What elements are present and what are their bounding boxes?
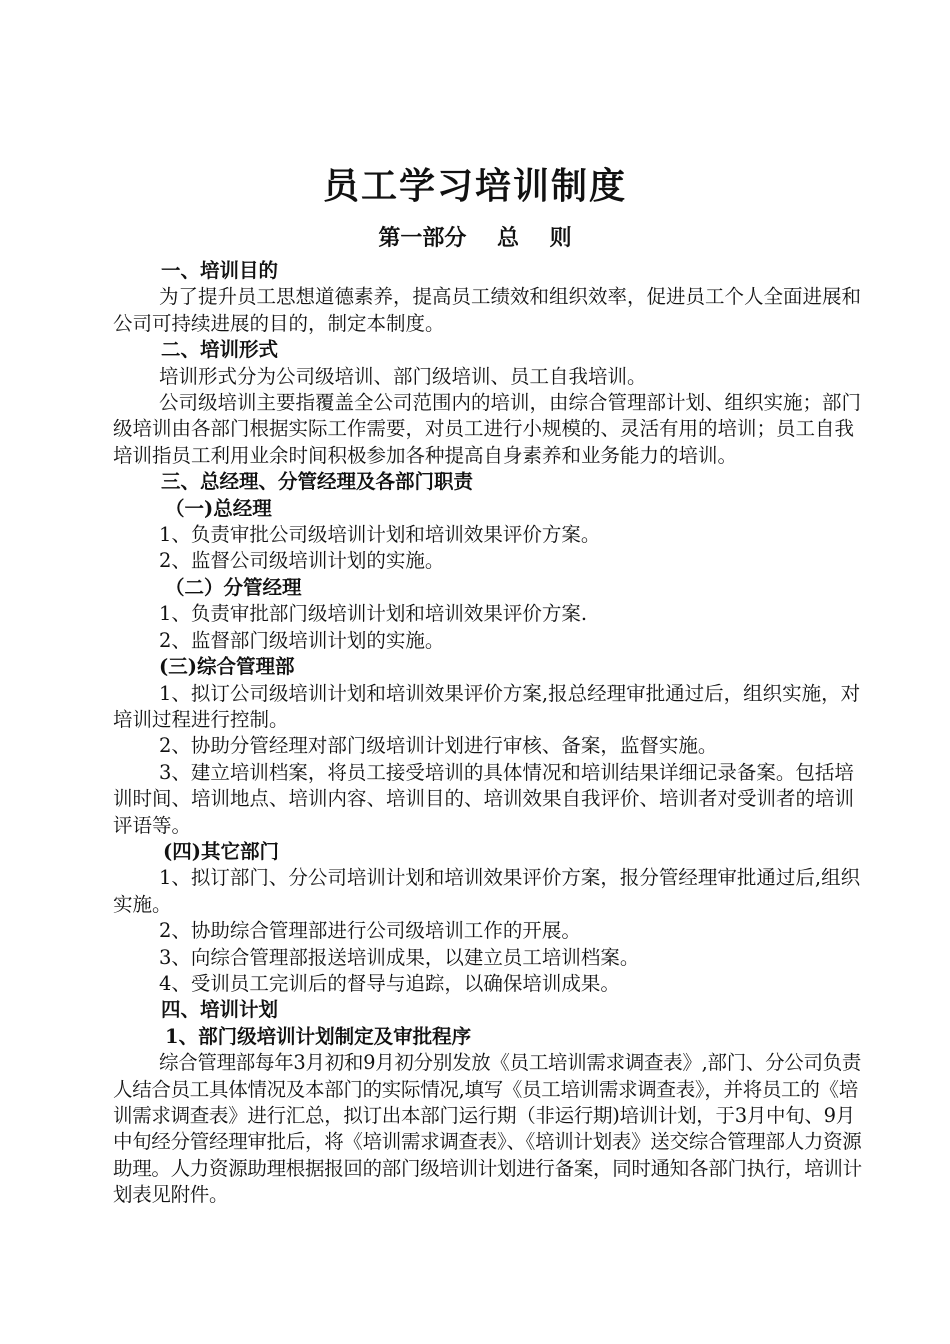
subsection-heading: （二）分管经理 [165,575,302,599]
list-item: 2、协助分管经理对部门级培训计划进行审核、备案，监督实施。 [159,734,718,758]
list-item: 2、监督部门级培训计划的实施。 [159,628,445,652]
list-item: 4、受训员工完训后的督导与追踪，以确保培训成果。 [159,971,620,995]
list-item: 2、协助综合管理部进行公司级培训工作的开展。 [159,919,581,943]
paragraph: 公司级培训主要指覆盖全公司范围内的培训，由综合管理部计划、组织实施；部门级培训由各部门根据实际工作需要，对员工进行小规模的、灵活有用的培训；员工自我培训指员工利用业余时间积极参加各种提高自身素养和业务能力的培训。 [113,391,862,467]
subsection-heading: 1、部门级培训计划制定及审批程序 [165,1024,472,1048]
list-item: 3、向综合管理部报送培训成果，以建立员工培训档案。 [159,945,640,969]
list-item: 2、监督公司级培训计划的实施。 [159,549,445,573]
document-body [113,258,863,1209]
subsection-heading: (四)其它部门 [163,839,279,863]
paragraph: 培训形式分为公司级培训、部门级培训、员工自我培训。 [159,364,647,388]
section-heading: 三、总经理、分管经理及各部门职责 [161,470,474,494]
document-title: 员工学习培训制度 [322,165,627,207]
paragraph: 为了提升员工思想道德素养，提高员工绩效和组织效率，促进员工个人全面进展和公司可持续进展的目的，制定本制度。 [113,285,862,335]
list-item: 1、负责审批部门级培训计划和培训效果评价方案. [159,602,588,626]
subsection-heading: （一)总经理 [165,496,272,520]
section-heading: 二、培训形式 [161,338,279,362]
list-item: 1、拟订公司级培训计划和培训效果评价方案,报总经理审批通过后，组织实施，对培训过程进行控制。 [113,681,861,731]
section-heading: 一、培训目的 [161,259,279,282]
section-heading: 四、培训计划 [161,998,279,1022]
list-item: 1、拟订部门、分公司培训计划和培训效果评价方案，报分管经理审批通过后,组织实施。 [113,866,861,916]
paragraph: 综合管理部每年3月初和9月初分别发放《员工培训需求调查表》,部门、分公司负责人结合员工具体情况及本部门的实际情况,填写《员工培训需求调查表》，并将员工的《培训需求调查表》进行汇总，拟订出本部门运行期（非运行期)培训计划，于3月中旬、9月中旬经分管经理审批后，将《培训需求调查表》、《培训计划表》送交综合管理部人力资源助理。人力资源助理根据报回的部门级培训计划进行备案，同时通知各部门执行，培训计划表见附件。 [113,1051,862,1207]
part-title: 第一部分 总 则 [378,225,572,251]
list-item: 3、建立培训档案，将员工接受培训的具体情况和培训结果详细记录备案。包括培训时间、培训地点、培训内容、培训目的、培训效果自我评价、培训者对受训者的培训评语等。 [113,760,855,837]
list-item: 1、负责审批公司级培训计划和培训效果评价方案。 [159,523,601,547]
subsection-heading: (三)综合管理部 [159,655,295,679]
